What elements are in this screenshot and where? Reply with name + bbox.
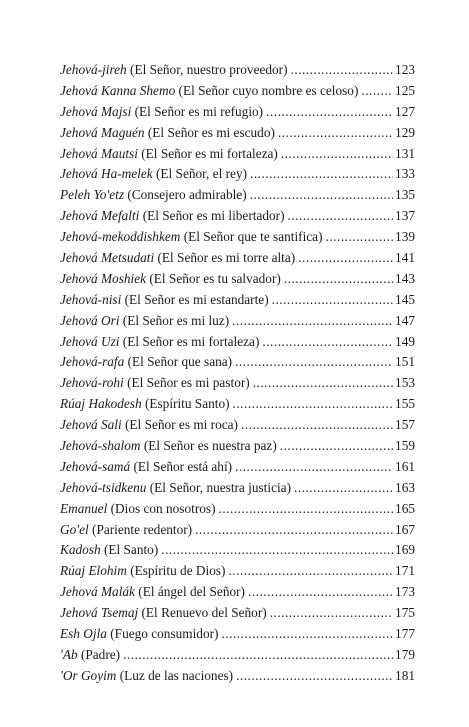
entry-page-number: 173 <box>395 584 415 600</box>
toc-entry[interactable] <box>60 248 415 269</box>
entry-name: Go'el <box>60 521 89 537</box>
entry-description: (El Señor es mi fortaleza) <box>141 145 278 161</box>
dot-leader <box>270 603 393 624</box>
toc-entry[interactable] <box>60 561 415 582</box>
entry-name: Kadosh <box>60 542 101 558</box>
entry-title <box>60 60 288 81</box>
toc-entry[interactable] <box>60 123 415 144</box>
toc-entry[interactable] <box>60 520 415 541</box>
entry-name: Rúaj Hakodesh <box>60 396 142 412</box>
entry-name: Jehová Uzi <box>60 333 120 349</box>
entry-title <box>60 394 230 415</box>
dot-leader <box>253 373 393 394</box>
entry-title <box>60 478 291 499</box>
toc-entry[interactable] <box>60 603 415 624</box>
entry-title <box>60 457 232 478</box>
entry-name: Peleh Yo'etz <box>60 187 125 203</box>
entry-name: Jehová-mekoddishkem <box>60 229 181 245</box>
dot-leader <box>278 123 393 144</box>
entry-title <box>60 540 158 561</box>
dot-leader <box>235 457 393 478</box>
entry-name: Jehová Ori <box>60 312 120 328</box>
entry-page-number: 137 <box>395 208 415 224</box>
entry-name: Jehová Malák <box>60 584 135 600</box>
dot-leader <box>123 645 393 666</box>
dot-leader <box>233 394 394 415</box>
toc-entry[interactable] <box>60 436 415 457</box>
entry-name: Jehová Mefalti <box>60 208 140 224</box>
entry-name: Jehová-tsidkenu <box>60 479 147 495</box>
entry-page-number: 131 <box>395 145 415 161</box>
toc-entry[interactable] <box>60 352 415 373</box>
entry-page-number: 165 <box>395 500 415 516</box>
entry-description: (Pariente redentor) <box>92 521 193 537</box>
entry-description: (El Señor es mi escudo) <box>147 124 275 140</box>
toc-entry[interactable] <box>60 540 415 561</box>
entry-description: (El Señor, nuestra justicia) <box>149 479 291 495</box>
entry-title <box>60 624 218 645</box>
entry-page-number: 135 <box>395 187 415 203</box>
entry-page-number: 151 <box>395 354 415 370</box>
entry-description: (El Señor es mi fortaleza) <box>122 333 260 349</box>
entry-page-number: 139 <box>395 229 415 245</box>
entry-title <box>60 164 247 185</box>
entry-name: Jehová-jireh <box>60 62 127 77</box>
entry-page-number: 123 <box>395 62 415 77</box>
entry-description: (El Señor es mi libertador) <box>142 208 285 224</box>
entry-description: (Luz de las naciones) <box>119 667 234 683</box>
entry-title <box>60 269 281 290</box>
entry-page-number: 179 <box>395 646 415 662</box>
dot-leader <box>161 540 393 561</box>
toc-entry[interactable] <box>60 81 415 102</box>
entry-page-number: 127 <box>395 103 415 119</box>
dot-leader <box>250 185 393 206</box>
toc-entry[interactable] <box>60 478 415 499</box>
toc-entry[interactable] <box>60 499 415 520</box>
entry-title <box>60 582 245 603</box>
entry-title <box>60 666 233 687</box>
entry-name: Rúaj Elohim <box>60 563 127 579</box>
dot-leader <box>219 499 394 520</box>
entry-title <box>60 123 275 144</box>
dot-leader <box>262 332 393 353</box>
dot-leader <box>221 624 393 645</box>
entry-name: Jehová Kanna Shemo <box>60 82 176 98</box>
table-of-contents <box>60 60 415 687</box>
entry-description: (El Santo) <box>103 542 159 558</box>
dot-leader <box>236 666 393 687</box>
entry-page-number: 181 <box>395 667 415 683</box>
toc-entry[interactable] <box>60 666 415 687</box>
entry-description: (El Señor es mi pastor) <box>127 375 250 391</box>
entry-title <box>60 206 285 227</box>
entry-name: Jehová-nisi <box>60 291 122 307</box>
toc-entry[interactable] <box>60 394 415 415</box>
toc-entry[interactable] <box>60 164 415 185</box>
toc-entry[interactable] <box>60 373 415 394</box>
entry-page-number: 149 <box>395 333 415 349</box>
entry-page-number: 161 <box>395 458 415 474</box>
entry-page-number: 163 <box>395 479 415 495</box>
dot-leader <box>326 227 394 248</box>
toc-entry[interactable] <box>60 290 415 311</box>
entry-title <box>60 102 263 123</box>
entry-title <box>60 332 259 353</box>
entry-page-number: 133 <box>395 166 415 182</box>
toc-entry[interactable] <box>60 457 415 478</box>
entry-page-number: 153 <box>395 375 415 391</box>
entry-page-number: 155 <box>395 396 415 412</box>
dot-leader <box>298 248 393 269</box>
dot-leader <box>288 206 394 227</box>
entry-title <box>60 373 250 394</box>
dot-leader <box>294 478 393 499</box>
entry-name: Jehová Ha-melek <box>60 166 153 182</box>
entry-description: (El Señor, nuestro proveedor) <box>130 62 288 77</box>
toc-entry[interactable] <box>60 645 415 666</box>
entry-title <box>60 499 216 520</box>
dot-leader <box>248 582 393 603</box>
entry-title <box>60 645 120 666</box>
entry-description: (El Señor es mi estandarte) <box>124 291 269 307</box>
entry-description: (Dios con nosotros) <box>110 500 216 516</box>
entry-title <box>60 603 267 624</box>
entry-description: (El Señor es mi luz) <box>122 312 230 328</box>
entry-name: Emanuel <box>60 500 108 516</box>
entry-description: (El Señor es nuestra paz) <box>143 438 277 454</box>
entry-description: (El Señor que te santifica) <box>183 229 323 245</box>
entry-page-number: 147 <box>395 312 415 328</box>
toc-entry[interactable] <box>60 311 415 332</box>
dot-leader <box>195 520 393 541</box>
entry-name: Jehová Maguén <box>60 124 145 140</box>
entry-name: Esh Ojla <box>60 626 107 642</box>
entry-title <box>60 520 192 541</box>
entry-page-number: 167 <box>395 521 415 537</box>
entry-name: Jehová-rohi <box>60 375 124 391</box>
entry-description: (Padre) <box>80 646 121 662</box>
toc-entry[interactable] <box>60 624 415 645</box>
entry-page-number: 129 <box>395 124 415 140</box>
entry-title <box>60 248 295 269</box>
dot-leader <box>241 415 393 436</box>
entry-description: (El Señor es mi roca) <box>125 417 238 433</box>
entry-description: (Espíritu Santo) <box>144 396 230 412</box>
toc-entry[interactable] <box>60 269 415 290</box>
entry-description: (Consejero admirable) <box>127 187 247 203</box>
dot-leader <box>291 60 394 81</box>
entry-page-number: 143 <box>395 270 415 286</box>
toc-entry[interactable] <box>60 582 415 603</box>
entry-description: (El ángel del Señor) <box>138 584 245 600</box>
entry-description: (El Señor está ahí) <box>133 458 233 474</box>
toc-entry[interactable] <box>60 227 415 248</box>
entry-name: Jehová Mautsi <box>60 145 138 161</box>
entry-title <box>60 185 247 206</box>
entry-name: Jehová Majsi <box>60 103 132 119</box>
entry-title <box>60 227 323 248</box>
entry-description: (El Señor es mi torre alta) <box>157 250 296 266</box>
toc-entry[interactable] <box>60 415 415 436</box>
entry-page-number: 171 <box>395 563 415 579</box>
entry-name: Jehová-samá <box>60 458 131 474</box>
toc-entry[interactable] <box>60 206 415 227</box>
entry-title <box>60 352 232 373</box>
entry-name: Jehová-rafa <box>60 354 125 370</box>
dot-leader <box>284 269 393 290</box>
entry-page-number: 157 <box>395 417 415 433</box>
entry-name: 'Ab <box>60 646 78 662</box>
dot-leader <box>281 144 393 165</box>
toc-entry[interactable] <box>60 144 415 165</box>
entry-name: Jehová Sali <box>60 417 122 433</box>
dot-leader <box>280 436 393 457</box>
toc-entry[interactable] <box>60 60 415 81</box>
dot-leader <box>266 102 393 123</box>
entry-description: (El Señor cuyo nombre es celoso) <box>178 82 359 98</box>
entry-page-number: 159 <box>395 438 415 454</box>
entry-title <box>60 144 278 165</box>
entry-name: 'Or Goyim <box>60 667 117 683</box>
entry-page-number: 169 <box>395 542 415 558</box>
dot-leader <box>228 561 393 582</box>
dot-leader <box>250 164 393 185</box>
dot-leader <box>361 81 393 102</box>
entry-description: (El Señor es tu salvador) <box>149 270 281 286</box>
entry-title <box>60 436 277 457</box>
entry-page-number: 177 <box>395 626 415 642</box>
entry-title <box>60 561 225 582</box>
entry-title <box>60 81 358 102</box>
entry-description: (El Señor, el rey) <box>155 166 248 182</box>
entry-description: (Fuego consumidor) <box>110 626 219 642</box>
entry-name: Jehová-shalom <box>60 438 141 454</box>
entry-description: (El Renuevo del Señor) <box>141 605 267 621</box>
entry-title <box>60 415 238 436</box>
entry-description: (El Señor es mi refugio) <box>134 103 264 119</box>
entry-description: (Espíritu de Dios) <box>130 563 226 579</box>
entry-title <box>60 311 229 332</box>
entry-name: Jehová Tsemaj <box>60 605 139 621</box>
entry-page-number: 141 <box>395 250 415 266</box>
entry-page-number: 125 <box>395 82 415 98</box>
entry-name: Jehová Moshiek <box>60 270 147 286</box>
entry-page-number: 145 <box>395 291 415 307</box>
dot-leader <box>232 311 393 332</box>
entry-title <box>60 290 269 311</box>
dot-leader <box>272 290 393 311</box>
toc-entry[interactable] <box>60 332 415 353</box>
dot-leader <box>235 352 393 373</box>
toc-entry[interactable] <box>60 185 415 206</box>
entry-page-number: 175 <box>395 605 415 621</box>
entry-description: (El Señor que sana) <box>127 354 233 370</box>
entry-name: Jehová Metsudati <box>60 250 155 266</box>
toc-entry[interactable] <box>60 102 415 123</box>
